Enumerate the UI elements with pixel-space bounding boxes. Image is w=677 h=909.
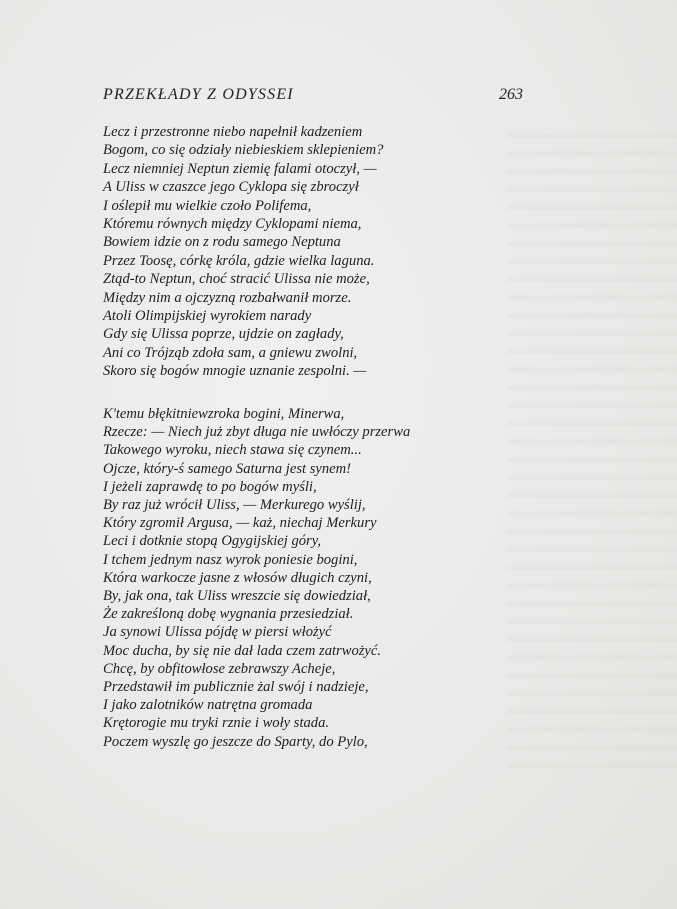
verse-line: Takowego wyroku, niech stawa się czynem... xyxy=(103,442,362,459)
verse-line: Bowiem idzie on z rodu samego Neptuna xyxy=(103,234,341,251)
verse-line: Atoli Olimpijskiej wyrokiem narady xyxy=(103,308,312,325)
verse-line: Któremu równych między Cyklopami niema, xyxy=(103,216,362,233)
verse-line: Chcę, by obfitowłose zebrawszy Acheje, xyxy=(103,660,336,677)
verse-line: Który zgromił Argusa, — każ, niechaj Merkury xyxy=(103,515,377,532)
verse-line: K'temu błękitniewzroka bogini, Minerwa, xyxy=(103,406,345,422)
running-title: PRZEKŁADY Z ODYSSEI xyxy=(103,86,294,103)
verse-line: Krętorogie mu tryki rznie i woły stada. xyxy=(103,715,330,732)
verse-line: Ojcze, który-ś samego Saturna jest synem! xyxy=(103,460,352,477)
verse-line: Rzecze: — Niech już zbyt długa nie uwłóczy przerwa xyxy=(103,424,411,441)
verse-line: By, jak ona, tak Uliss wreszcie się dowiedział, xyxy=(103,588,371,605)
verse-line: Przez Toosę, córkę króla, gdzie wielka laguna. xyxy=(103,252,375,269)
verse-line: Ja synowi Ulissa pójdę w piersi włożyć xyxy=(103,624,332,641)
verse-line: Bogom, co się odziały niebieskiem sklepieniem? xyxy=(103,142,384,159)
verse-line: I jeżeli zaprawdę to po bogów myśli, xyxy=(103,478,317,495)
verse-line: I oślepił mu wielkie czoło Polifema, xyxy=(103,197,312,214)
verse-line: Że zakreśloną dobę wygnania przesiedział. xyxy=(103,606,354,623)
verse-line: Leci i dotknie stopą Ogygijskiej góry, xyxy=(103,533,322,550)
page-header xyxy=(103,86,523,110)
verse-line: Lecz niemniej Neptun ziemię falami otoczył, — xyxy=(103,160,377,177)
verse-line: I jako zalotników natrętna gromada xyxy=(103,697,313,714)
verse-line: Gdy się Ulissa poprze, ujdzie on zagłady, xyxy=(103,326,344,343)
verse-line: Między nim a ojczyzną rozbałwanił morze. xyxy=(103,289,352,306)
verse-line: Moc ducha, by się nie dał lada czem zatrwożyć. xyxy=(103,642,382,659)
verse-line: Poczem wyszlę go jeszcze do Sparty, do Pylo, xyxy=(103,733,368,750)
verse-line: Która warkocze jasne z włosów długich czyni, xyxy=(103,569,372,586)
stanza-1 xyxy=(103,123,543,381)
verse-line: Lecz i przestronne niebo napełnił kadzeniem xyxy=(103,124,363,140)
verse-line: Ani co Trójząb zdoła sam, a gniewu zwolni, xyxy=(103,344,358,361)
verse-line: Przedstawił im publicznie żal swój i nadzieje, xyxy=(103,679,369,696)
stanza-2 xyxy=(103,405,543,751)
verse-line: Skoro się bogów mnogie uznanie zespolni. — xyxy=(103,363,367,380)
verse-line: Ztąd-to Neptun, choć stracić Ulissa nie może, xyxy=(103,271,370,288)
verse-line: By raz już wrócił Uliss, — Merkurego wyślij, xyxy=(103,497,366,514)
verse-line: I tchem jednym nasz wyrok poniesie bogini, xyxy=(103,551,358,568)
page-number: 263 xyxy=(499,86,523,103)
verse-line: A Uliss w czaszce jego Cyklopa się zbroczył xyxy=(103,179,359,196)
